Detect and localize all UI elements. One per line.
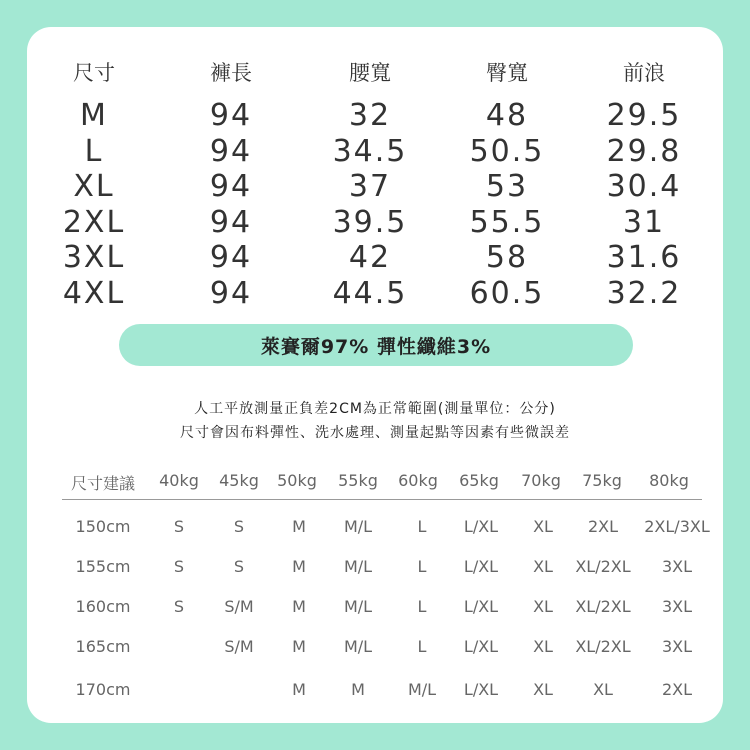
recommendation-cell: L/XL: [463, 517, 499, 536]
recommendation-cell: S/M: [224, 637, 254, 656]
recommendation-cell: M/L: [343, 517, 373, 536]
recommendation-height-label: 150cm: [75, 517, 131, 536]
recommendation-cell: L: [417, 637, 427, 656]
size-table-cell: 94: [209, 240, 253, 275]
size-table-cell: 94: [209, 169, 253, 204]
size-table-header: 褲長: [210, 61, 252, 85]
recommendation-cell: S/M: [224, 597, 254, 616]
size-table-cell: 94: [209, 133, 253, 169]
recommendation-cell: M: [292, 597, 306, 616]
recommendation-cell: XL/2XL: [575, 557, 631, 576]
recommendation-header: 55kg: [338, 471, 378, 490]
recommendation-height-label: 155cm: [75, 557, 131, 576]
size-table-cell: 42: [348, 240, 392, 275]
recommendation-cell: L: [417, 597, 427, 616]
size-table-cell: 55.5: [469, 204, 545, 240]
recommendation-header: 65kg: [459, 471, 499, 490]
fabric-composition-badge: 萊賽爾97% 彈性纖維3%: [119, 324, 633, 366]
recommendation-cell: M/L: [343, 557, 373, 576]
size-table-cell: 31: [622, 204, 666, 240]
recommendation-cell: M: [351, 680, 365, 699]
recommendation-header: 60kg: [398, 471, 438, 490]
size-table-header: 尺寸: [73, 61, 115, 85]
recommendation-header: 75kg: [582, 471, 622, 490]
recommendation-cell: XL: [533, 557, 553, 576]
recommendation-height-label: 165cm: [75, 637, 131, 656]
recommendation-cell: 3XL: [661, 637, 693, 656]
size-table-header: 前浪: [623, 61, 665, 85]
recommendation-cell: XL/2XL: [575, 597, 631, 616]
size-table-cell: 29.5: [606, 98, 682, 133]
size-table-cell: 31.6: [606, 240, 682, 275]
size-table-cell: 48: [485, 98, 529, 133]
recommendation-cell: XL: [533, 680, 553, 699]
size-table-cell: 94: [209, 98, 253, 133]
size-table-cell: 30.4: [606, 169, 682, 204]
size-table-cell: 50.5: [469, 133, 545, 169]
size-chart-card: [27, 27, 723, 723]
recommendation-cell: L/XL: [463, 597, 499, 616]
recommendation-cell: 3XL: [661, 597, 693, 616]
recommendation-height-label: 160cm: [75, 597, 131, 616]
recommendation-cell: 2XL: [587, 517, 619, 536]
recommendation-cell: 2XL: [661, 680, 693, 699]
recommendation-cell: L: [417, 517, 427, 536]
size-table-cell: 44.5: [332, 275, 408, 311]
recommendation-cell: S: [233, 557, 245, 576]
recommendation-cell: S: [233, 517, 245, 536]
size-table-cell: 29.8: [606, 133, 682, 169]
recommendation-cell: M: [292, 557, 306, 576]
size-table-cell: XL: [73, 169, 115, 204]
size-table-cell: 34.5: [332, 133, 408, 169]
measurement-note: 人工平放測量正負差2CM為正常範圍(測量單位：公分): [194, 401, 556, 417]
recommendation-header: 80kg: [649, 471, 689, 490]
variance-note: 尺寸會因布料彈性、洗水處理、測量起點等因素有些微誤差: [180, 425, 570, 441]
recommendation-cell: XL: [533, 637, 553, 656]
size-table-cell: 32: [348, 98, 392, 133]
recommendation-cell: M/L: [343, 597, 373, 616]
recommendation-cell: M: [292, 517, 306, 536]
recommendation-cell: L: [417, 557, 427, 576]
size-table-cell: L: [84, 133, 104, 169]
recommendation-header: 70kg: [521, 471, 561, 490]
recommendation-cell: 2XL/3XL: [644, 517, 710, 536]
size-table-cell: 58: [485, 240, 529, 275]
recommendation-header: 40kg: [159, 471, 199, 490]
size-table-cell: 2XL: [62, 204, 126, 240]
recommendation-header: 45kg: [219, 471, 259, 490]
size-table-cell: 32.2: [606, 275, 682, 311]
size-table-cell: M: [80, 98, 108, 133]
recommendation-cell: M/L: [407, 680, 437, 699]
size-table-cell: 94: [209, 275, 253, 311]
size-table-cell: 4XL: [62, 275, 126, 311]
recommendation-header: 50kg: [277, 471, 317, 490]
size-table-header: 臀寬: [486, 61, 528, 85]
header-divider: [62, 499, 702, 500]
size-table-cell: 37: [348, 169, 392, 204]
recommendation-cell: 3XL: [661, 557, 693, 576]
recommendation-cell: M/L: [343, 637, 373, 656]
recommendation-header: 尺寸建議: [70, 474, 135, 493]
recommendation-cell: S: [173, 517, 185, 536]
recommendation-cell: XL/2XL: [575, 637, 631, 656]
recommendation-cell: M: [292, 680, 306, 699]
recommendation-cell: S: [173, 597, 185, 616]
size-table-cell: 60.5: [469, 275, 545, 311]
recommendation-cell: L/XL: [463, 557, 499, 576]
recommendation-height-label: 170cm: [75, 680, 131, 699]
recommendation-cell: XL: [533, 517, 553, 536]
recommendation-cell: XL: [533, 597, 553, 616]
recommendation-cell: L/XL: [463, 637, 499, 656]
size-table-cell: 3XL: [62, 240, 126, 275]
recommendation-cell: XL: [593, 680, 613, 699]
size-table-cell: 94: [209, 204, 253, 240]
size-table-header: 腰寬: [349, 61, 391, 85]
size-table-cell: 39.5: [332, 204, 408, 240]
recommendation-cell: M: [292, 637, 306, 656]
size-table-cell: 53: [485, 169, 529, 204]
recommendation-cell: S: [173, 557, 185, 576]
recommendation-cell: L/XL: [463, 680, 499, 699]
